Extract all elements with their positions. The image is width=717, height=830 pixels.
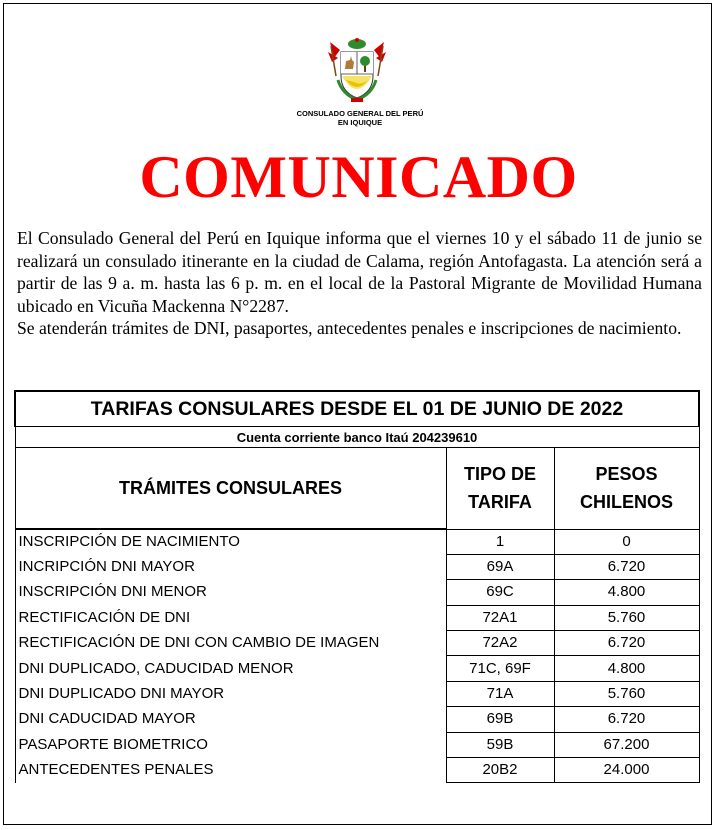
tipo-cell: 59B [446,732,554,757]
table-row [15,732,699,757]
pesos-cell: 6.720 [554,631,699,656]
table-row [15,631,699,656]
tramite-cell: DNI DUPLICADO DNI MAYOR [15,681,446,706]
column-header-tipo-line1: TIPO DE [463,464,536,485]
tramite-cell: INCRIPCIÓN DNI MAYOR [15,554,446,579]
bank-account-line: Cuenta corriente banco Itaú 204239610 [15,427,699,448]
pesos-cell: 4.800 [554,580,699,605]
pesos-cell: 67.200 [554,732,699,757]
tipo-cell: 71C, 69F [446,656,554,681]
column-header-pesos-line2: CHILENOS [579,492,673,513]
table-row [15,681,699,706]
consulate-name-line2: EN IQUIQUE [337,118,383,127]
table-row [15,529,699,554]
pesos-cell: 4.800 [554,656,699,681]
tramite-cell: RECTIFICACIÓN DE DNI [15,605,446,630]
tipo-cell: 69C [446,580,554,605]
fees-table-title: TARIFAS CONSULARES DESDE EL 01 DE JUNIO DE 2022 [15,391,699,427]
pesos-cell: 24.000 [554,758,699,783]
table-row [15,656,699,681]
tipo-cell: 72A1 [446,605,554,630]
tipo-cell: 20B2 [446,758,554,783]
tipo-cell: 72A2 [446,631,554,656]
announcement-paragraph-2: Se atenderán trámites de DNI, pasaportes, antecedentes penales e inscripciones de nacimiento. [17,318,682,338]
tramite-cell: DNI CADUCIDAD MAYOR [15,707,446,732]
announcement-body [17,227,702,340]
tramite-cell: DNI DUPLICADO, CADUCIDAD MENOR [15,656,446,681]
tramite-cell: PASAPORTE BIOMETRICO [15,732,446,757]
table-row [15,707,699,732]
pesos-cell: 6.720 [554,707,699,732]
column-header-tipo-tarifa [446,448,554,530]
table-row [15,554,699,579]
column-header-tipo-line2: TARIFA [468,492,532,513]
tramite-cell: INSCRIPCIÓN DNI MENOR [15,580,446,605]
table-row [15,758,699,783]
consulate-name-line1: CONSULADO GENERAL DEL PERÚ [296,109,424,118]
column-header-pesos-line1: PESOS [595,464,658,485]
tipo-cell: 71A [446,681,554,706]
announcement-paragraph-1: El Consulado General del Perú en Iquique informa que el viernes 10 y el sábado 11 de junio se realizará un consulado itinerante en la ciudad de Calama, región Antofagasta. La atención será a partir de las 9 a. m. hasta las 6 p. m. en el local de la Pastoral Migrante de Movilidad Humana ubicado en Vicuña Mackenna N°2287. [17,228,702,316]
column-header-pesos [554,448,699,530]
tipo-cell: 69A [446,554,554,579]
tipo-cell: 69B [446,707,554,732]
tipo-cell: 1 [446,529,554,554]
tramite-cell: RECTIFICACIÓN DE DNI CON CAMBIO DE IMAGEN [15,631,446,656]
tramite-cell: INSCRIPCIÓN DE NACIMIENTO [15,529,446,554]
pesos-cell: 0 [554,529,699,554]
fees-table [14,390,700,783]
pesos-cell: 5.760 [554,605,699,630]
pesos-cell: 5.760 [554,681,699,706]
column-header-tramites: TRÁMITES CONSULARES [15,448,446,530]
consulate-name [270,109,450,127]
table-row [15,580,699,605]
tramite-cell: ANTECEDENTES PENALES [15,758,446,783]
peru-coat-of-arms-icon [328,36,386,104]
pesos-cell: 6.720 [554,554,699,579]
table-row [15,605,699,630]
page-title: COMUNICADO [139,144,578,210]
